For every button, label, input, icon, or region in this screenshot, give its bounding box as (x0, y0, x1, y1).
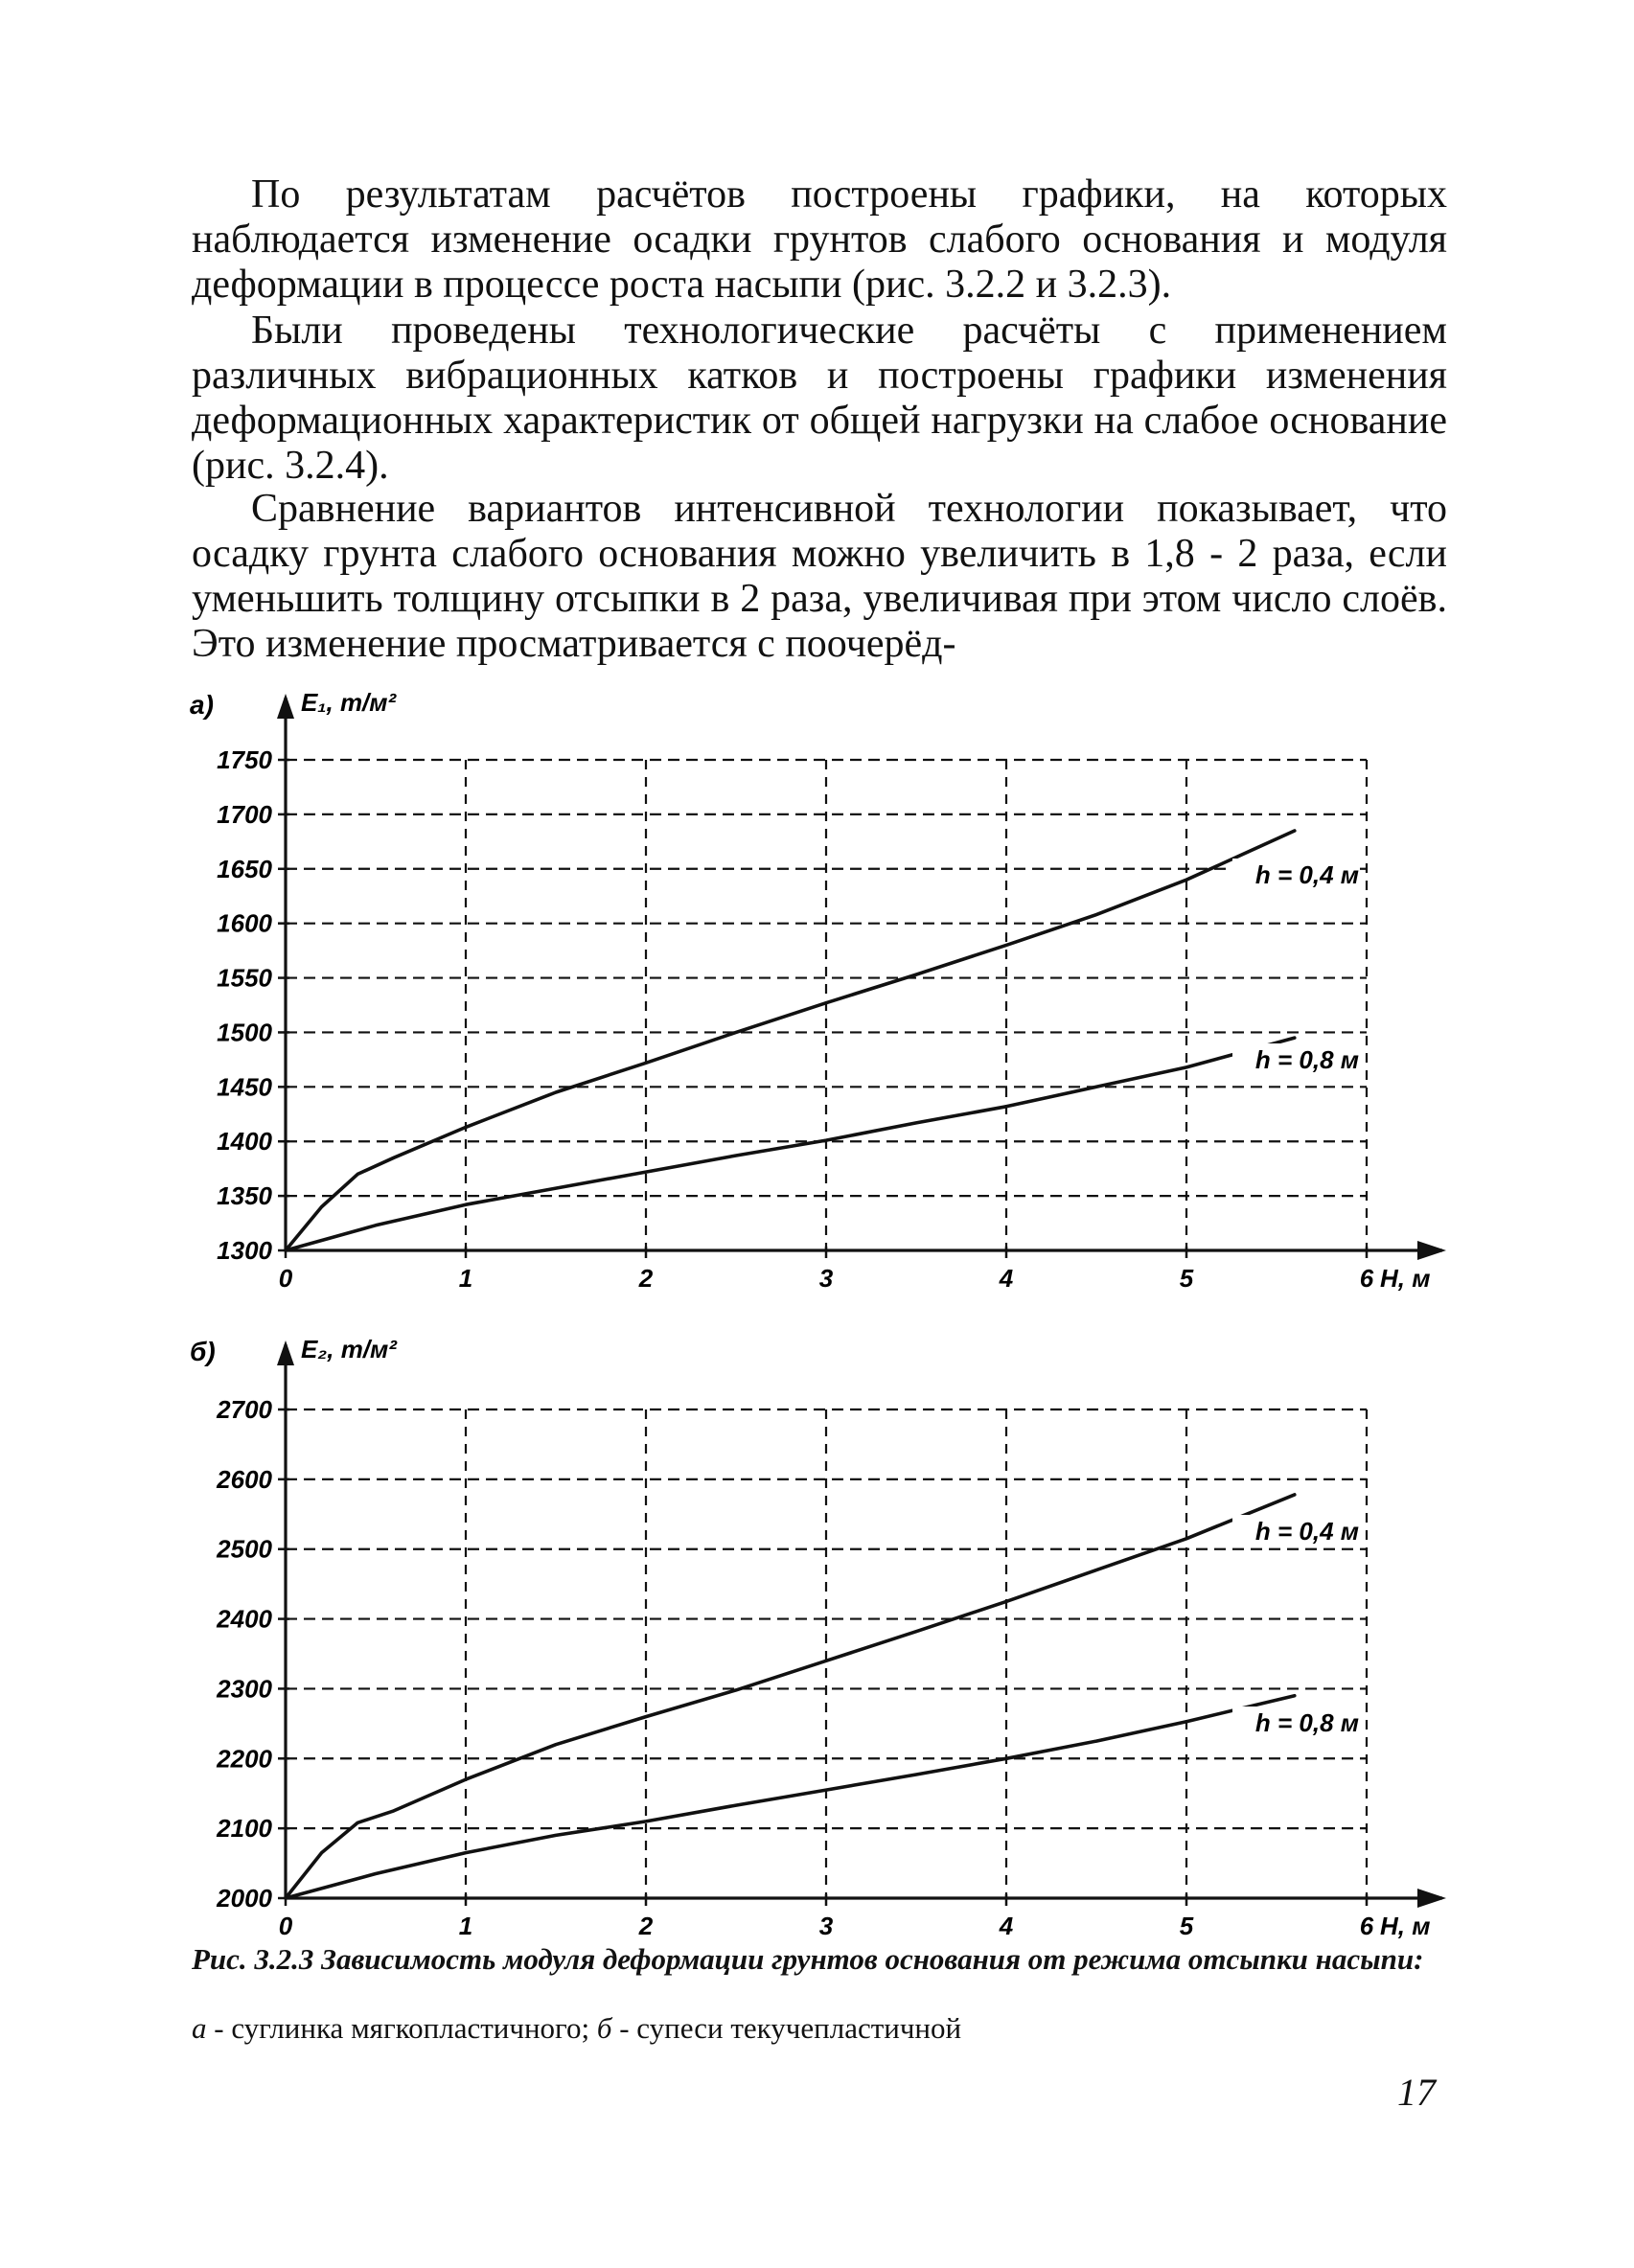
series-label: h = 0,8 м (1254, 1708, 1359, 1737)
caption-letter-a: а (192, 2011, 207, 2045)
y-axis-arrow (277, 1340, 294, 1365)
series-label: h = 0,4 м (1254, 1517, 1359, 1546)
chart-b (0, 1317, 1634, 1940)
y-tick-label: 1700 (217, 799, 272, 829)
x-axis-arrow (1417, 1241, 1446, 1260)
series-line-h08 (286, 1696, 1295, 1898)
panel-label: а) (190, 690, 214, 720)
x-tick-label: 3 (818, 1264, 834, 1293)
y-axis-label: E₁, т/м² (301, 688, 397, 717)
x-tick-label: 5 (1179, 1912, 1194, 1940)
y-tick-label: 2300 (217, 1674, 272, 1704)
paragraph-1: По результатам расчётов построены графики, на которых наблюдается изменение осадки грунтов слабого основания и модуля деформации в процессе роста насыпи (рис. 3.2.2 и 3.2.3). (192, 172, 1447, 307)
x-tick-label: 4 (999, 1912, 1014, 1940)
x-tick-label: 6 (1359, 1912, 1374, 1940)
y-axis-label: E₂, т/м² (301, 1335, 397, 1363)
caption-sep-a: - (214, 2011, 224, 2045)
y-tick-label: 1750 (217, 745, 272, 774)
x-tick-label: 6 (1359, 1264, 1374, 1293)
x-tick-label: 5 (1179, 1264, 1194, 1293)
series-line-h08 (286, 1038, 1295, 1250)
series-label: h = 0,8 м (1254, 1045, 1359, 1074)
y-tick-label: 1400 (217, 1127, 272, 1157)
y-tick-label: 2500 (217, 1534, 272, 1564)
y-tick-label: 2400 (217, 1604, 272, 1634)
y-tick-label: 1550 (217, 963, 272, 993)
x-tick-label: 1 (458, 1912, 473, 1940)
y-tick-label: 1500 (217, 1018, 272, 1047)
caption-text-a: суглинка мягкопластичного; (231, 2011, 590, 2045)
y-tick-label: 2600 (217, 1464, 272, 1494)
panel-label: б) (190, 1337, 216, 1366)
x-tick-label: 2 (638, 1912, 654, 1940)
y-tick-label: 1350 (217, 1181, 272, 1211)
series-label: h = 0,4 м (1254, 860, 1359, 889)
y-tick-label: 1650 (217, 854, 272, 883)
figure-caption-legend (192, 2012, 1438, 2044)
series-line-h04 (286, 1495, 1295, 1898)
caption-letter-b: б (596, 2011, 612, 2045)
x-axis-label: Н, м (1380, 1264, 1431, 1293)
caption-sep-b: - (619, 2011, 630, 2045)
caption-text-b: супеси текучепластичной (636, 2011, 962, 2045)
y-tick-label: 2000 (217, 1884, 272, 1913)
y-tick-label: 2700 (217, 1395, 272, 1424)
x-tick-label: 4 (999, 1264, 1014, 1293)
x-tick-label: 0 (278, 1912, 293, 1940)
chart-a (0, 671, 1634, 1293)
y-tick-label: 1300 (217, 1236, 272, 1265)
figure-caption-title: Рис. 3.2.3 Зависимость модуля деформации грунтов основания от режима отсыпки насыпи: (192, 1942, 1424, 1976)
x-tick-label: 3 (818, 1912, 834, 1940)
y-tick-label: 2200 (217, 1744, 272, 1774)
series-line-h04 (286, 831, 1295, 1250)
paragraph-3: Сравнение вариантов интенсивной технологии показывает, что осадку грунта слабого основания можно увеличить в 1,8 - 2 раза, если уменьшить толщину отсыпки в 2 раза, увеличивая при этом число слоёв. Это изменение просматривается с поочерёд- (192, 487, 1447, 666)
y-tick-label: 1600 (217, 908, 272, 938)
y-tick-label: 1450 (217, 1072, 272, 1102)
x-tick-label: 1 (458, 1264, 473, 1293)
page-number: 17 (1397, 2071, 1436, 2114)
x-tick-label: 0 (278, 1264, 293, 1293)
x-tick-label: 2 (638, 1264, 654, 1293)
x-axis-arrow (1417, 1889, 1446, 1908)
y-axis-arrow (277, 694, 294, 719)
y-tick-label: 2100 (217, 1814, 272, 1844)
x-axis-label: Н, м (1380, 1912, 1431, 1940)
paragraph-2: Были проведены технологические расчёты с применением различных вибрационных катков и построены графики изменения деформационных характеристик от общей нагрузки на слабое основание (рис. 3.2.4). (192, 309, 1447, 488)
